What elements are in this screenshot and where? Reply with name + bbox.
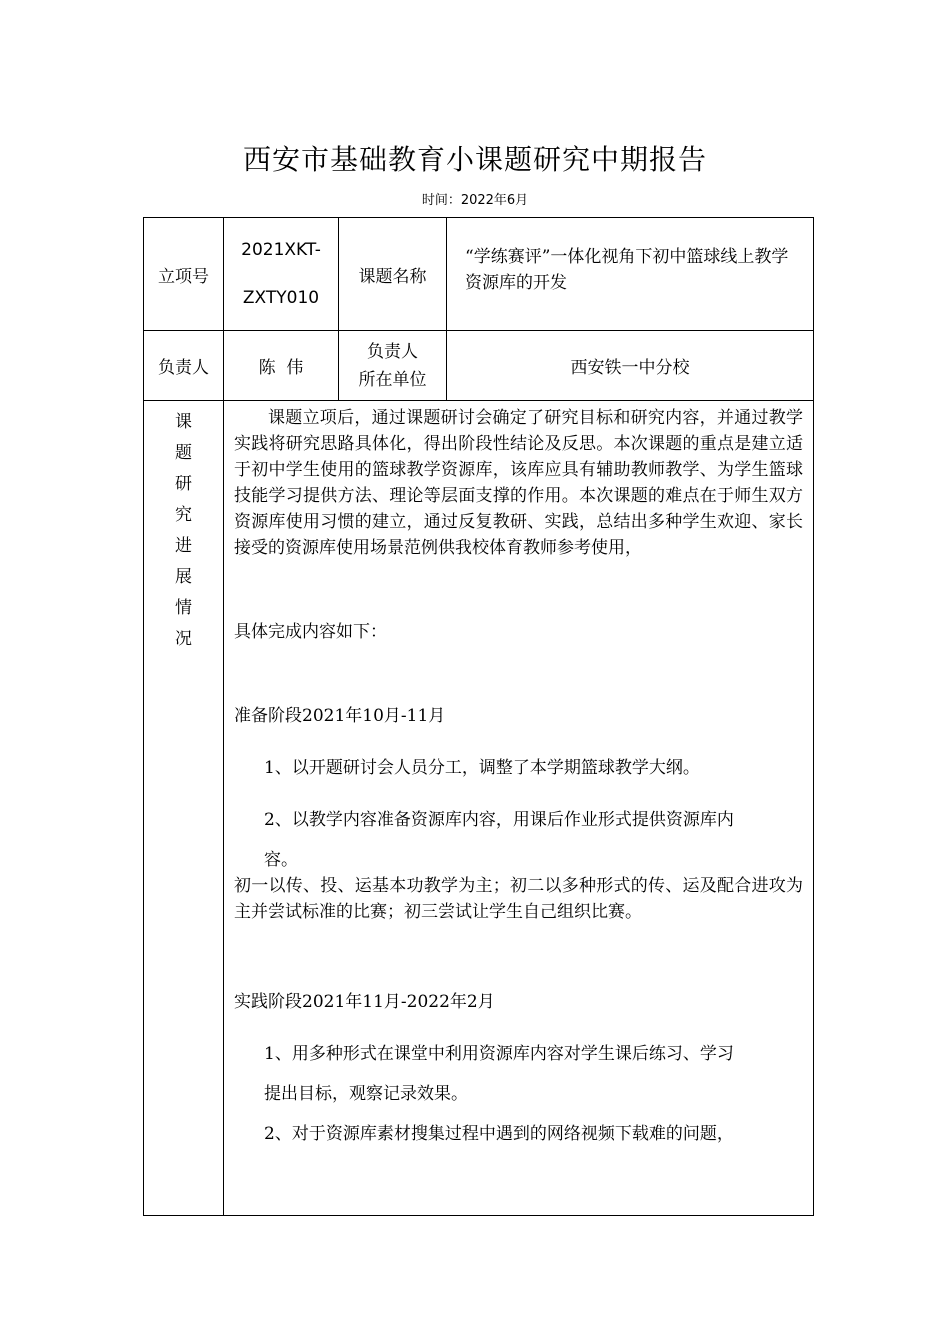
- unit-label-line2: 所在单位: [358, 369, 427, 390]
- progress-char: 况: [175, 629, 192, 649]
- intro-paragraph: 课题立项后，通过课题研讨会确定了研究目标和研究内容，并通过教学实践将研究思路具体化，得出阶段性结论及反思。本次课题的重点是建立适于初中学生使用的篮球教学资源库，该库应具有辅助教师教学、为学生篮球技能学习提供方法、理论等层面支撑的作用。本次课题的难点在于师生双方资源库使用习惯的建立，通过反复教研、实践，总结出多种学生欢迎、家长接受的资源库使用场景范例供我校体育教师参考使用，: [234, 408, 803, 558]
- progress-content: [224, 401, 814, 1216]
- progress-char: 情: [175, 598, 192, 618]
- topic-label: 课题名称: [339, 218, 447, 331]
- stage1-heading: 准备阶段2021年10月-11月: [234, 706, 446, 726]
- stage2-item1-line2: 提出目标，观察记录效果。: [264, 1084, 468, 1104]
- project-no-label: 立项号: [144, 218, 224, 331]
- progress-char: 课: [175, 412, 192, 432]
- leader-label: 负责人: [144, 331, 224, 401]
- progress-char: 进: [175, 536, 192, 556]
- unit-label: [339, 331, 447, 401]
- report-table: [143, 217, 814, 1216]
- topic-value: [447, 218, 814, 331]
- progress-char: 展: [175, 567, 192, 587]
- unit-value: 西安铁一中分校: [447, 331, 814, 401]
- topic-text: “学练赛评”一体化视角下初中篮球线上教学资源库的开发: [465, 247, 789, 293]
- unit-label-line1: 负责人: [367, 341, 418, 362]
- progress-char: 研: [175, 474, 192, 494]
- stage1-item2-line1: 2、以教学内容准备资源库内容，用课后作业形式提供资源库内: [264, 810, 734, 830]
- completed-heading: 具体完成内容如下：: [234, 622, 387, 642]
- project-no-value: [224, 218, 339, 331]
- stage1-note: 初一以传、投、运基本功教学为主；初二以多种形式的传、运及配合进攻为主并尝试标准的比赛；初三尝试让学生自己组织比赛。: [234, 876, 803, 922]
- report-title: 西安市基础教育小课题研究中期报告: [242, 143, 707, 176]
- project-no-line2: ZXTY010: [242, 288, 320, 308]
- stage2-item2: 2、对于资源库素材搜集过程中遇到的网络视频下载难的问题，: [264, 1124, 734, 1144]
- stage1-item2-line2: 容。: [264, 850, 298, 870]
- leader-value: 陈 伟: [224, 331, 339, 401]
- stage2-heading: 实践阶段2021年11月-2022年2月: [234, 992, 495, 1012]
- stage1-item1: 1、以开题研讨会人员分工，调整了本学期篮球教学大纲。: [264, 758, 700, 778]
- stage2-item1-line1: 1、用多种形式在课堂中利用资源库内容对学生课后练习、学习: [264, 1044, 734, 1064]
- progress-label: [144, 401, 224, 1216]
- project-no-line1: 2021XKT-: [241, 240, 321, 260]
- report-date: 时间：2022年6月: [421, 193, 529, 208]
- progress-char: 题: [175, 443, 192, 463]
- progress-char: 究: [175, 505, 192, 525]
